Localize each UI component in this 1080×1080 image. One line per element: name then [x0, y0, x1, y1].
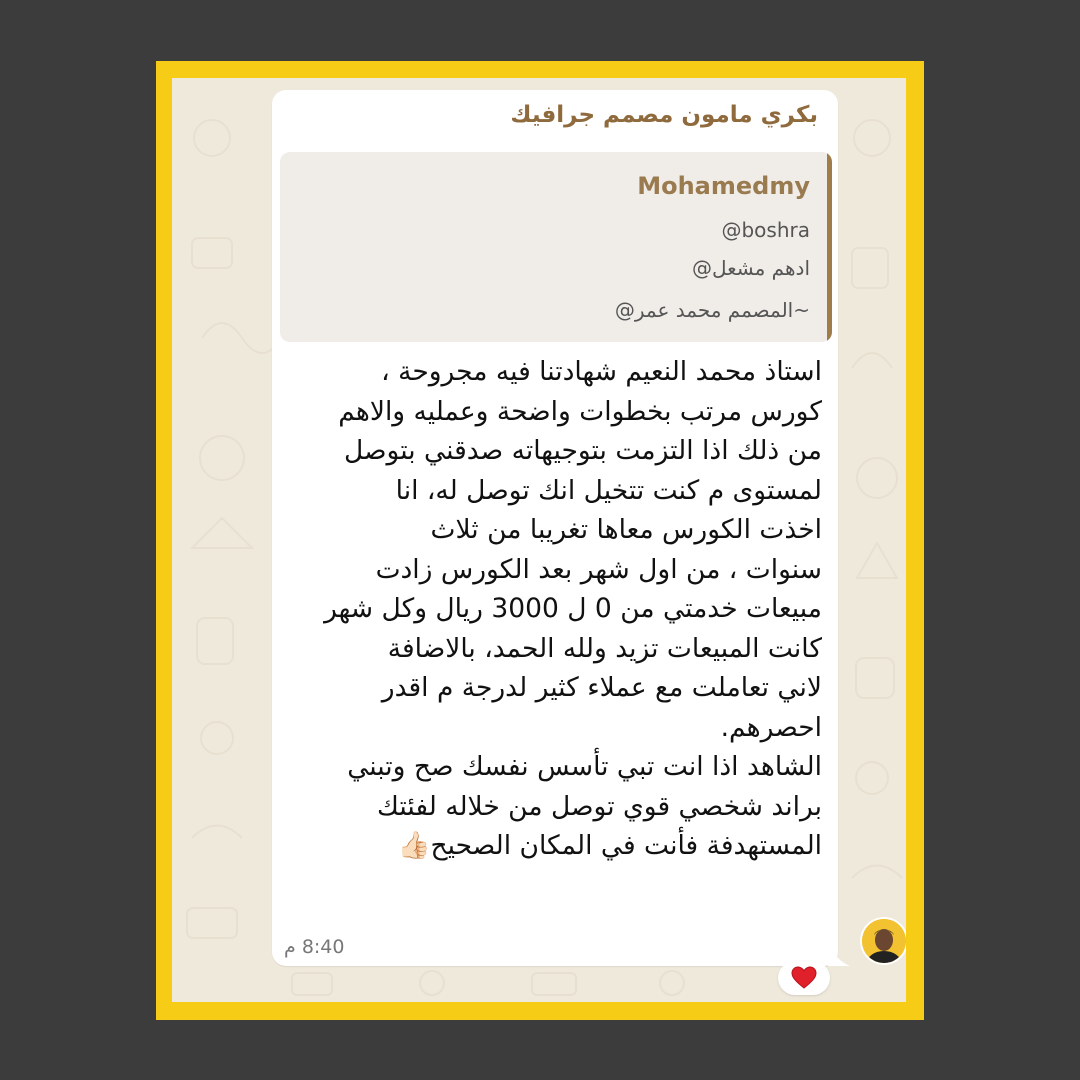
message-text — [282, 352, 822, 866]
quoted-author: Mohamedmy — [637, 172, 810, 200]
message-line: استاذ محمد النعيم شهادتنا فيه مجروحة ، — [381, 356, 822, 387]
message-line: لمستوى م كنت تتخيل انك توصل له، انا — [395, 474, 822, 506]
bubble-tail — [828, 948, 850, 966]
message-timestamp: 8:40 م — [284, 936, 345, 958]
message-bubble[interactable] — [272, 90, 838, 966]
mention[interactable]: @boshra — [721, 218, 810, 242]
message-line: الشاهد اذا انت تبي تأسس نفسك صح وتبني — [347, 751, 822, 782]
message-line: مبيعات خدمتي من 0 ل 3000 ريال وكل شهر — [324, 593, 822, 624]
message-line: كانت المبيعات تزيد ولله الحمد، بالاضافة — [387, 632, 822, 664]
message-line: اخذت الكورس معاها تغريبا من ثلاث — [430, 514, 822, 545]
message-line: سنوات ، من اول شهر بعد الكورس زادت — [375, 553, 822, 585]
message-line: المستهدفة فأنت في المكان الصحيح👍🏻 — [397, 830, 822, 861]
message-line: براند شخصي قوي توصل من خلاله لفئتك — [377, 790, 822, 822]
message-line: احصرهم. — [720, 711, 822, 743]
quoted-message[interactable] — [280, 152, 832, 342]
message-line: من ذلك اذا التزمت بتوجيهاته صدقني بتوصل — [343, 435, 822, 466]
quote-accent-bar — [827, 152, 832, 342]
sender-name[interactable]: بكري مامون مصمم جرافيك — [510, 102, 818, 128]
message-line: لاني تعاملت مع عملاء كثير لدرجة م اقدر — [381, 672, 822, 703]
avatar[interactable] — [862, 919, 906, 963]
mention[interactable]: ادهم مشعل@ — [691, 256, 810, 280]
profile-photo — [862, 919, 906, 963]
yellow-frame — [156, 61, 924, 1020]
mention[interactable]: ~المصمم محمد عمر@ — [614, 298, 810, 322]
chat-background — [172, 78, 906, 1002]
heart-icon — [791, 966, 817, 990]
reaction-badge[interactable] — [778, 961, 830, 995]
message-line: كورس مرتب بخطوات واضحة وعمليه والاهم — [338, 395, 822, 427]
